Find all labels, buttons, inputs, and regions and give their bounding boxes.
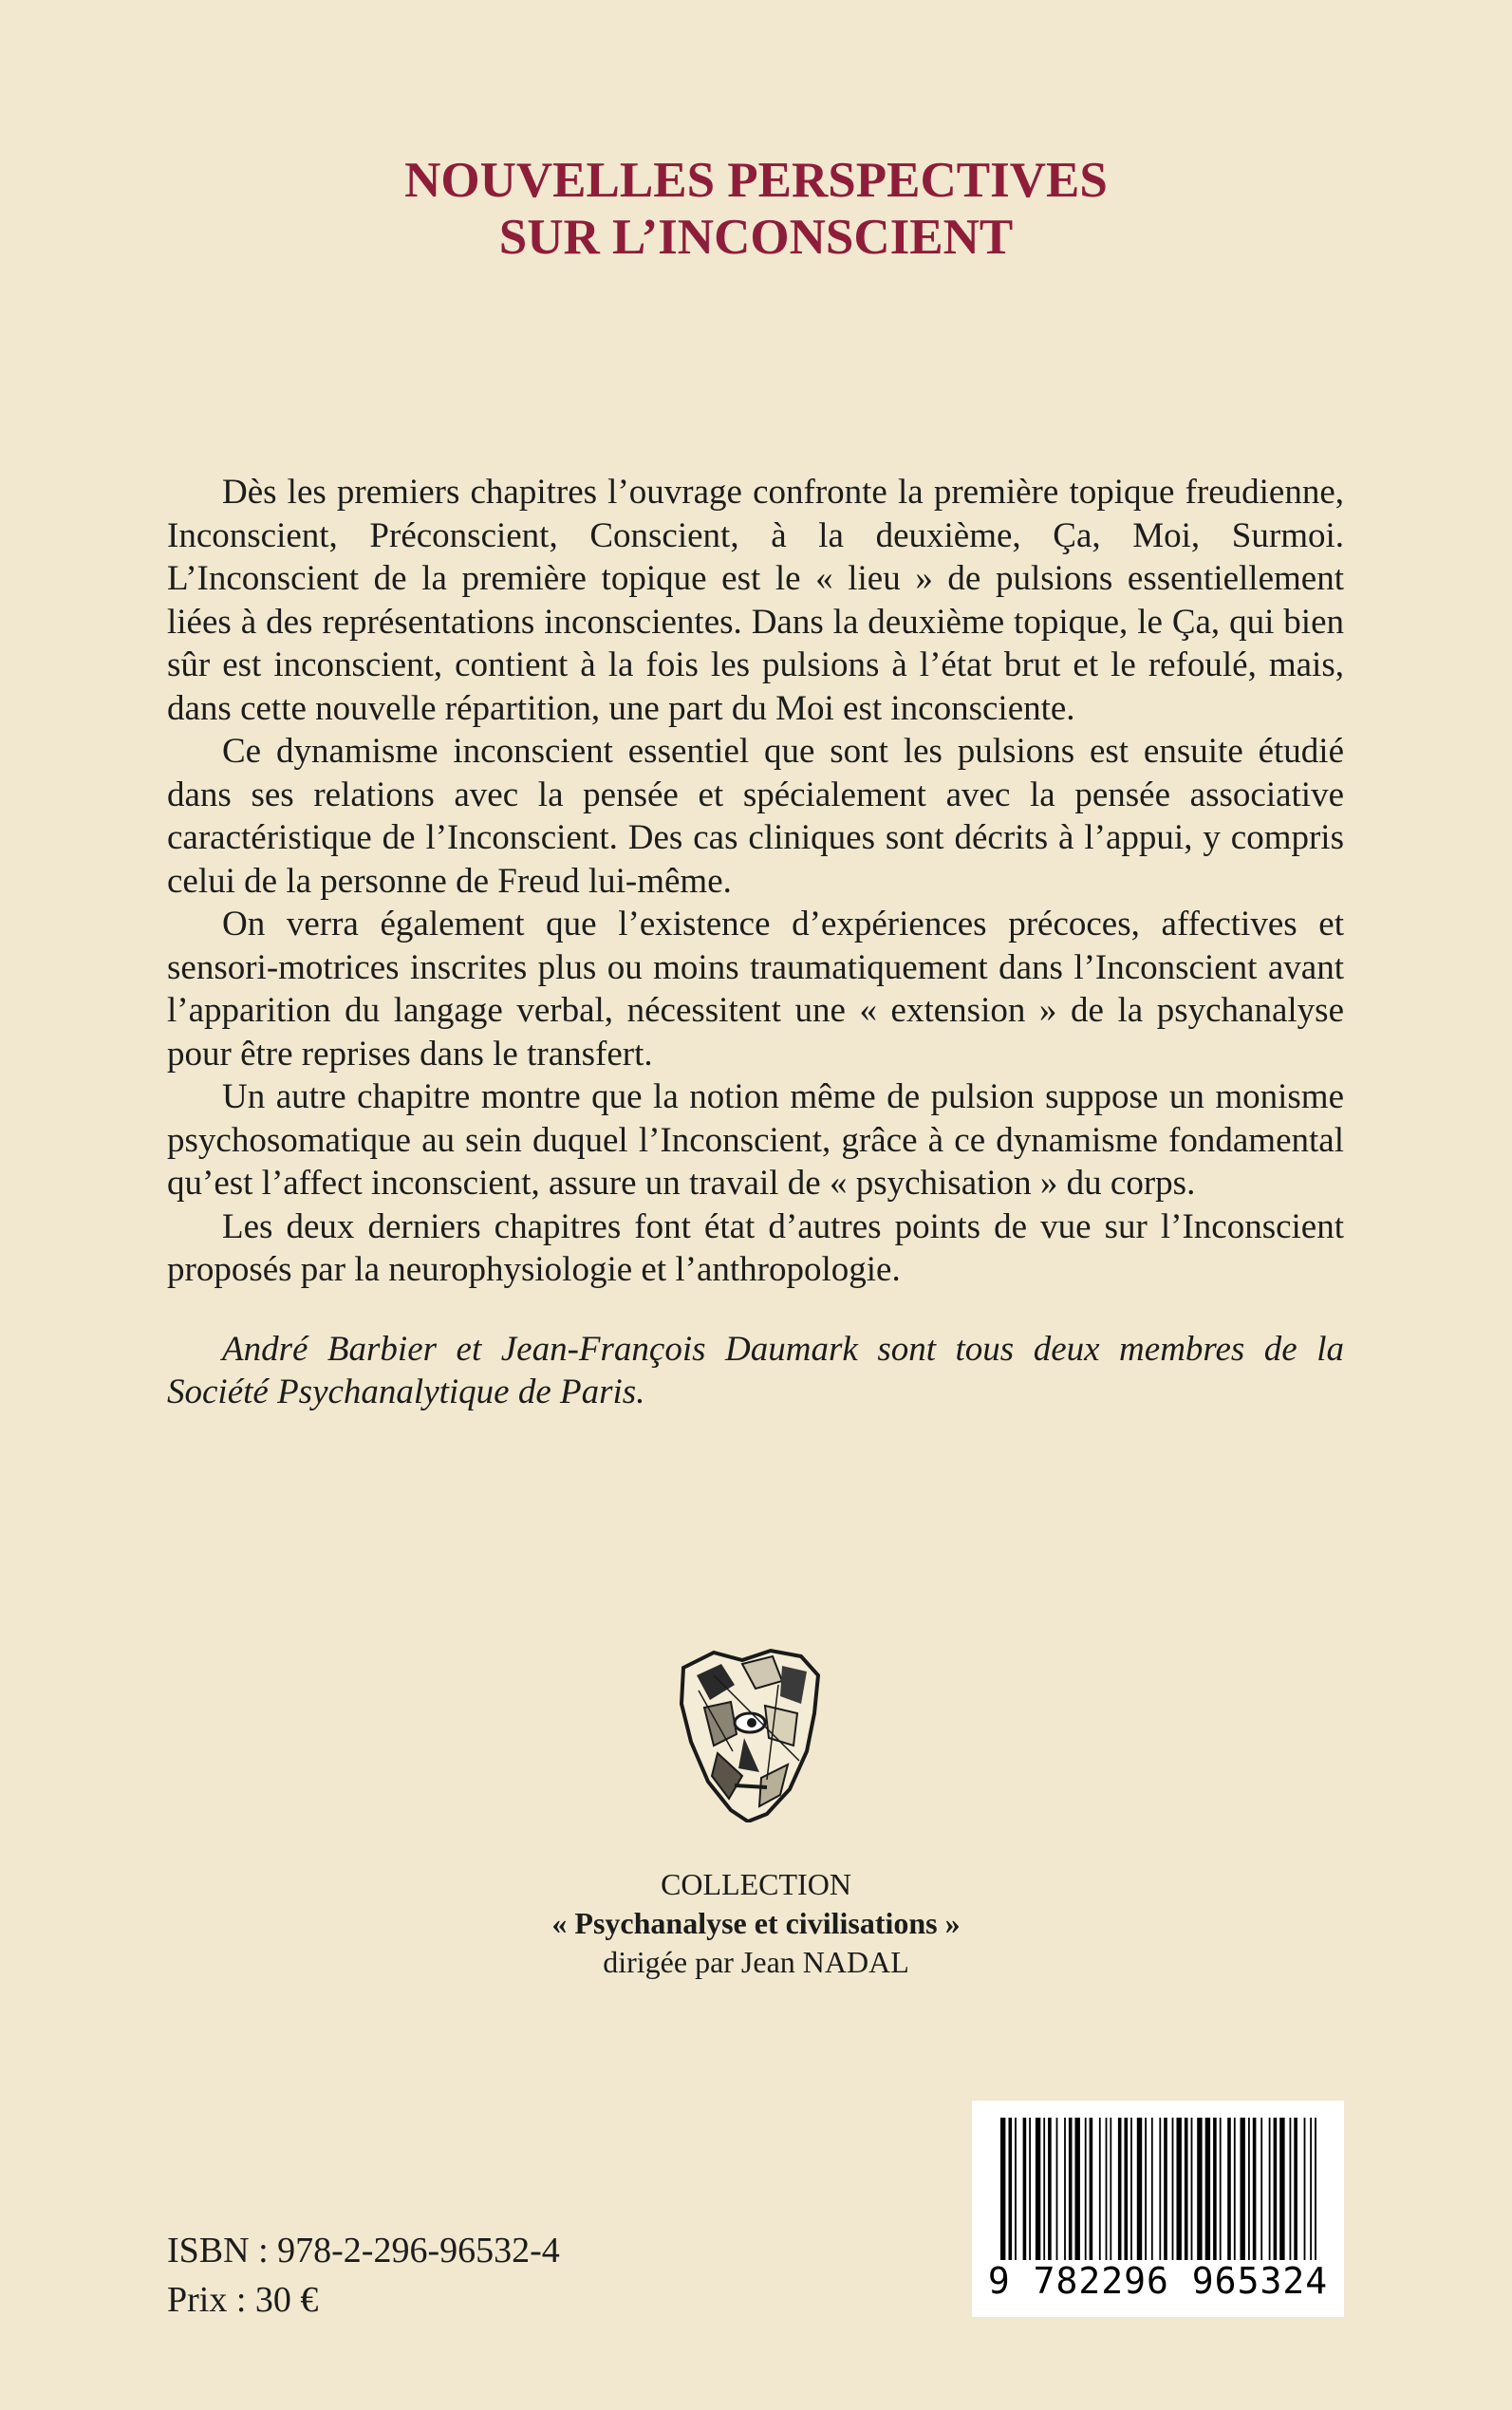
- barcode-bar: [1310, 2118, 1312, 2260]
- barcode-bar: [1125, 2118, 1129, 2260]
- barcode-bar: [1164, 2118, 1167, 2260]
- barcode-bar: [1304, 2118, 1306, 2260]
- barcode-bar: [1118, 2118, 1122, 2260]
- isbn-number: ISBN : 978-2-296-96532-4: [167, 2231, 560, 2270]
- barcode-bar: [1000, 2118, 1005, 2260]
- barcode-bar: [1110, 2118, 1111, 2260]
- barcode-bar: [1137, 2118, 1142, 2260]
- collection-info: [0, 1865, 1512, 1982]
- barcode-bar: [1290, 2118, 1292, 2260]
- barcode-bar: [1279, 2118, 1284, 2260]
- barcode-bar: [1205, 2118, 1210, 2260]
- cubist-face-shield-icon: [676, 1647, 824, 1822]
- book-title: [0, 152, 1512, 266]
- barcode-bar: [1106, 2118, 1108, 2260]
- back-cover-blurb: [167, 471, 1344, 1414]
- barcode-bar: [1177, 2118, 1182, 2260]
- barcode-bar: [1043, 2118, 1045, 2260]
- barcode-bar: [1234, 2118, 1236, 2260]
- barcode-bar: [1085, 2118, 1087, 2260]
- barcode-bar: [1090, 2118, 1093, 2260]
- barcode-bar: [1159, 2118, 1161, 2260]
- blurb-paragraph: Un autre chapitre montre que la notion même de pulsion suppose un monisme psychosomatique au sein duquel l’Inconscient, grâce à ce dynamisme fondamental qu’est l’affect inconscient, assure un travail de « psychisation » du corps.: [167, 1077, 1344, 1203]
- barcode-bar: [1029, 2118, 1031, 2260]
- title-line-2: SUR L’INCONSCIENT: [498, 210, 1014, 265]
- barcode-bar: [1056, 2118, 1058, 2260]
- barcode-bar: [1269, 2118, 1271, 2260]
- blurb-paragraph: Dès les premiers chapitres l’ouvrage confronte la première topique freudienne, Inconscient, Préconscient, Conscient, à la deuxième, Ça, Moi, Surmoi. L’Inconscient de la première topique est le « lieu » de pulsions essentiellement liées à des représentations inconscientes. Dans la deuxième topique, le Ça, qui bien sûr est inconscient, contient à la fois les pulsions à l’état brut et le refoulé, mais, dans cette nouvelle répartition, une part du Moi est inconsciente.: [167, 473, 1344, 728]
- barcode-bar: [1036, 2118, 1040, 2260]
- barcode-bar: [1099, 2118, 1101, 2260]
- barcode-bar: [1274, 2118, 1278, 2260]
- barcode-bar: [1248, 2118, 1250, 2260]
- barcode-bar: [1130, 2118, 1132, 2260]
- barcode-bar: [1075, 2118, 1080, 2260]
- barcode-bar: [1294, 2118, 1297, 2260]
- barcode-bar: [1069, 2118, 1073, 2260]
- barcode-digits: 9 782296 965324: [987, 2260, 1329, 2302]
- price: Prix : 30 €: [167, 2280, 319, 2320]
- barcode-bar: [1213, 2118, 1217, 2260]
- barcode-bar: [1185, 2118, 1188, 2260]
- isbn-block: [167, 2226, 560, 2325]
- barcode-bar: [1191, 2118, 1193, 2260]
- barcode-bar: [1172, 2118, 1174, 2260]
- barcode-bar: [1197, 2118, 1202, 2260]
- barcode-bar: [1253, 2118, 1257, 2260]
- barcode-bar: [1145, 2118, 1147, 2260]
- collection-name: « Psychanalyse et civilisations »: [551, 1906, 961, 1940]
- blurb-paragraph: On verra également que l’existence d’expériences précoces, affectives et sensori-motrices inscrites plus ou moins traumatiquement dans l’Inconscient avant l’apparition du langage verbal, nécessitent une « extension » de la psychanalyse pour être reprises dans le transfert.: [167, 905, 1344, 1074]
- barcode-bar: [1048, 2118, 1052, 2260]
- barcode-bar: [1220, 2118, 1222, 2260]
- barcode: [972, 2101, 1344, 2317]
- title-line-1: NOUVELLES PERSPECTIVES: [404, 153, 1108, 208]
- authors-note: André Barbier et Jean-François Daumark sont tous deux membres de la Société Psychanalytique de Paris.: [167, 1329, 1344, 1411]
- barcode-bar: [1241, 2118, 1245, 2260]
- barcode-bar: [1227, 2118, 1231, 2260]
- barcode-bar: [1260, 2118, 1262, 2260]
- barcode-bar: [1009, 2118, 1013, 2260]
- blurb-paragraph: Ce dynamisme inconscient essentiel que sont les pulsions est ensuite étudié dans ses relations avec la pensée et spécialement avec la pensée associative caractéristique de l’Inconscient. Des cas cliniques sont décrits à l’appui, y compris celui de la personne de Freud lui-même.: [167, 732, 1344, 901]
- barcode-bar: [1315, 2118, 1316, 2260]
- collection-label: COLLECTION: [661, 1867, 851, 1901]
- blurb-paragraph: Les deux derniers chapitres font état d’autres points de vue sur l’Inconscient proposés par la neurophysiologie et l’anthropologie.: [167, 1206, 1344, 1289]
- collection-director: dirigée par Jean NADAL: [603, 1945, 909, 1979]
- barcode-bar: [1151, 2118, 1153, 2260]
- barcode-bar: [1015, 2118, 1017, 2260]
- barcode-bar: [1023, 2118, 1027, 2260]
- barcode-bar: [1064, 2118, 1066, 2260]
